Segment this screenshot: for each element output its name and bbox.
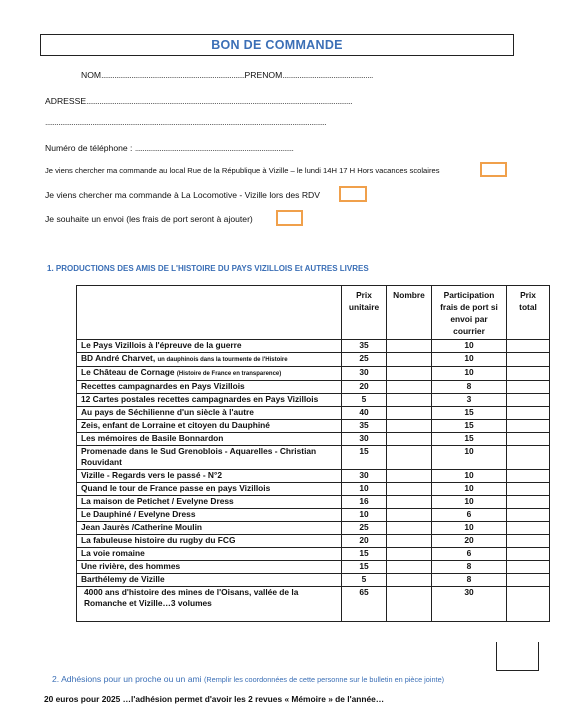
product-title: Zeis, enfant de Lorraine et citoyen du Dauphiné xyxy=(81,420,270,430)
table-row xyxy=(77,394,550,407)
membership-note: 20 euros pour 2025 …l'adhésion permet d'avoir les 2 revues « Mémoire » de l'année… xyxy=(44,694,385,704)
nom-dots: ............................................................................ xyxy=(101,70,245,80)
product-subtitle: (Histoire de France en transparence) xyxy=(176,371,282,377)
quantity-cell[interactable] xyxy=(387,353,432,367)
table-row xyxy=(77,574,550,587)
total-cell[interactable] xyxy=(507,509,550,522)
shipping-fee: 10 xyxy=(432,470,507,483)
unit-price: 40 xyxy=(342,407,387,420)
shipping-fee: 8 xyxy=(432,381,507,394)
unit-price: 20 xyxy=(342,381,387,394)
header-product xyxy=(77,286,342,340)
shipping-fee: 10 xyxy=(432,353,507,367)
product-title: 12 Cartes postales recettes campagnardes en Pays Vizillois xyxy=(81,394,319,404)
product-title: La maison de Petichet / Evelyne Dress xyxy=(81,496,234,506)
adresse-dots: ............................................................................................................................................. xyxy=(86,96,353,106)
page-title: BON DE COMMANDE xyxy=(211,38,343,52)
shipping-fee: 15 xyxy=(432,433,507,446)
total-cell[interactable] xyxy=(507,381,550,394)
option-locomotive-checkbox[interactable] xyxy=(339,186,367,202)
unit-price: 35 xyxy=(342,420,387,433)
total-cell[interactable] xyxy=(507,353,550,367)
product-name xyxy=(77,496,342,509)
total-cell[interactable] xyxy=(507,496,550,509)
option-local-label: Je viens chercher ma commande au local Rue de la République à Vizille – le lundi 14H 17 H Hors vacances scolaires xyxy=(45,166,440,175)
quantity-cell[interactable] xyxy=(387,367,432,381)
order-table xyxy=(76,285,550,622)
quantity-cell[interactable] xyxy=(387,446,432,470)
header-qty: Nombre xyxy=(387,286,432,340)
table-row xyxy=(77,367,550,381)
shipping-fee: 10 xyxy=(432,522,507,535)
product-name xyxy=(77,561,342,574)
quantity-cell[interactable] xyxy=(387,407,432,420)
header-price: Prix unitaire xyxy=(342,286,387,340)
shipping-fee: 10 xyxy=(432,496,507,509)
shipping-fee: 20 xyxy=(432,535,507,548)
product-name xyxy=(77,353,342,367)
product-name xyxy=(77,548,342,561)
shipping-fee: 10 xyxy=(432,340,507,353)
shipping-fee: 8 xyxy=(432,574,507,587)
total-cell[interactable] xyxy=(507,433,550,446)
product-title: Recettes campagnardes en Pays Vizillois xyxy=(81,381,245,391)
nom-field[interactable] xyxy=(81,70,373,80)
total-cell[interactable] xyxy=(507,535,550,548)
product-name xyxy=(77,446,342,470)
shipping-fee: 15 xyxy=(432,407,507,420)
product-title: Une rivière, des hommes xyxy=(81,561,181,571)
quantity-cell[interactable] xyxy=(387,420,432,433)
table-row xyxy=(77,548,550,561)
unit-price: 30 xyxy=(342,470,387,483)
quantity-cell[interactable] xyxy=(387,535,432,548)
quantity-cell[interactable] xyxy=(387,574,432,587)
grand-total-cell[interactable] xyxy=(496,642,539,671)
table-row xyxy=(77,433,550,446)
quantity-cell[interactable] xyxy=(387,381,432,394)
option-locomotive xyxy=(45,190,320,200)
table-row xyxy=(77,587,550,622)
total-cell[interactable] xyxy=(507,394,550,407)
shipping-fee: 15 xyxy=(432,420,507,433)
total-cell[interactable] xyxy=(507,407,550,420)
table-row xyxy=(77,522,550,535)
table-row xyxy=(77,561,550,574)
prenom-label: PRENOM xyxy=(244,70,283,80)
table-row xyxy=(77,535,550,548)
quantity-cell[interactable] xyxy=(387,522,432,535)
adresse-label: ADRESSE xyxy=(45,96,87,106)
unit-price: 5 xyxy=(342,394,387,407)
product-name xyxy=(77,509,342,522)
total-cell[interactable] xyxy=(507,522,550,535)
table-row xyxy=(77,353,550,367)
total-cell[interactable] xyxy=(507,446,550,470)
product-name xyxy=(77,483,342,496)
table-row xyxy=(77,509,550,522)
unit-price: 30 xyxy=(342,367,387,381)
tel-field[interactable] xyxy=(45,143,293,153)
quantity-cell[interactable] xyxy=(387,433,432,446)
product-title: BD André Charvet, xyxy=(81,353,156,363)
quantity-cell[interactable] xyxy=(387,483,432,496)
quantity-cell[interactable] xyxy=(387,394,432,407)
product-title: 4000 ans d'histoire des mines de l'Oisans, vallée de la Romanche et Vizille…3 volumes xyxy=(84,587,299,608)
shipping-fee: 3 xyxy=(432,394,507,407)
total-cell[interactable] xyxy=(507,340,550,353)
total-cell[interactable] xyxy=(507,561,550,574)
product-title: Les mémoires de Basile Bonnardon xyxy=(81,433,224,443)
product-title: Barthélemy de Vizille xyxy=(81,574,165,584)
unit-price: 25 xyxy=(342,522,387,535)
quantity-cell[interactable] xyxy=(387,340,432,353)
unit-price: 25 xyxy=(342,353,387,367)
shipping-fee: 6 xyxy=(432,509,507,522)
tel-dots: .................................................................................... xyxy=(134,143,294,153)
section2-title-text: 2. Adhésions pour un proche ou un ami xyxy=(52,674,202,684)
option-local xyxy=(45,166,440,175)
section2-title xyxy=(52,674,444,684)
quantity-cell[interactable] xyxy=(387,509,432,522)
product-name xyxy=(77,433,342,446)
table-row xyxy=(77,470,550,483)
product-title: Au pays de Séchilienne d'un siècle à l'autre xyxy=(81,407,254,417)
product-name xyxy=(77,535,342,548)
table-header-row xyxy=(77,286,550,340)
product-name xyxy=(77,340,342,353)
table-row xyxy=(77,407,550,420)
total-cell[interactable] xyxy=(507,483,550,496)
product-title: Le Dauphiné / Evelyne Dress xyxy=(81,509,196,519)
product-title: Promenade dans le Sud Grenoblois - Aquarelles - Christian Rouvidant xyxy=(81,446,317,467)
header-total: Prix total xyxy=(507,286,550,340)
section1-title: 1. PRODUCTIONS DES AMIS DE L'HISTOIRE DU PAYS VIZILLOIS Et AUTRES LIVRES xyxy=(47,264,369,273)
total-cell[interactable] xyxy=(507,420,550,433)
product-title: Le Pays Vizillois à l'épreuve de la guerre xyxy=(81,340,242,350)
product-name xyxy=(77,394,342,407)
unit-price: 65 xyxy=(342,587,387,622)
tel-label: Numéro de téléphone : xyxy=(45,143,133,153)
quantity-cell[interactable] xyxy=(387,561,432,574)
product-title: Quand le tour de France passe en pays Vizillois xyxy=(81,483,271,493)
shipping-fee: 10 xyxy=(432,483,507,496)
product-name xyxy=(77,367,342,381)
product-title: La fabuleuse histoire du rugby du FCG xyxy=(81,535,236,545)
unit-price: 5 xyxy=(342,574,387,587)
product-title: Jean Jaurès /Catherine Moulin xyxy=(81,522,203,532)
table-row xyxy=(77,483,550,496)
option-envoi-label: Je souhaite un envoi (les frais de port seront à ajouter) xyxy=(45,214,253,224)
nom-label: NOM xyxy=(81,70,102,80)
shipping-fee: 8 xyxy=(432,561,507,574)
adresse-field[interactable] xyxy=(45,96,352,106)
shipping-fee: 6 xyxy=(432,548,507,561)
table-row xyxy=(77,496,550,509)
quantity-cell[interactable] xyxy=(387,548,432,561)
option-locomotive-label: Je viens chercher ma commande à La Locomotive - Vizille lors des RDV xyxy=(45,190,320,200)
unit-price: 15 xyxy=(342,548,387,561)
product-title: La voie romaine xyxy=(81,548,145,558)
product-title: Vizille - Regards vers le passé - N°2 xyxy=(81,470,222,480)
product-name xyxy=(77,522,342,535)
quantity-cell[interactable] xyxy=(387,496,432,509)
product-name xyxy=(77,574,342,587)
product-name xyxy=(77,587,342,622)
product-subtitle: un dauphinois dans la tourmente de l'Histoire xyxy=(157,357,288,363)
option-envoi-checkbox[interactable] xyxy=(276,210,303,226)
unit-price: 35 xyxy=(342,340,387,353)
unit-price: 15 xyxy=(342,446,387,470)
table-row xyxy=(77,420,550,433)
table-row xyxy=(77,340,550,353)
quantity-cell[interactable] xyxy=(387,470,432,483)
product-name xyxy=(77,470,342,483)
section2-note: (Remplir les coordonnées de cette personne sur le bulletin en pièce jointe) xyxy=(203,675,445,684)
total-cell[interactable] xyxy=(507,470,550,483)
adresse2-dots: ..................................................................................................................................................... xyxy=(45,117,327,127)
total-cell[interactable] xyxy=(507,587,550,622)
unit-price: 30 xyxy=(342,433,387,446)
unit-price: 20 xyxy=(342,535,387,548)
prenom-dots: ................................................ xyxy=(282,70,373,80)
quantity-cell[interactable] xyxy=(387,587,432,622)
unit-price: 10 xyxy=(342,483,387,496)
product-title: Le Château de Cornage xyxy=(81,367,175,377)
total-cell[interactable] xyxy=(507,574,550,587)
shipping-fee: 10 xyxy=(432,367,507,381)
table-row xyxy=(77,381,550,394)
title-box xyxy=(40,34,514,56)
product-name xyxy=(77,420,342,433)
option-envoi xyxy=(45,214,253,224)
product-name xyxy=(77,381,342,394)
total-cell[interactable] xyxy=(507,367,550,381)
table-row xyxy=(77,446,550,470)
shipping-fee: 10 xyxy=(432,446,507,470)
adresse-line2[interactable] xyxy=(45,117,326,127)
shipping-fee: 30 xyxy=(432,587,507,622)
product-name xyxy=(77,407,342,420)
unit-price: 16 xyxy=(342,496,387,509)
unit-price: 15 xyxy=(342,561,387,574)
total-cell[interactable] xyxy=(507,548,550,561)
unit-price: 10 xyxy=(342,509,387,522)
option-local-checkbox[interactable] xyxy=(480,162,507,177)
header-shipping: Participation frais de port si envoi par courrier xyxy=(432,286,507,340)
